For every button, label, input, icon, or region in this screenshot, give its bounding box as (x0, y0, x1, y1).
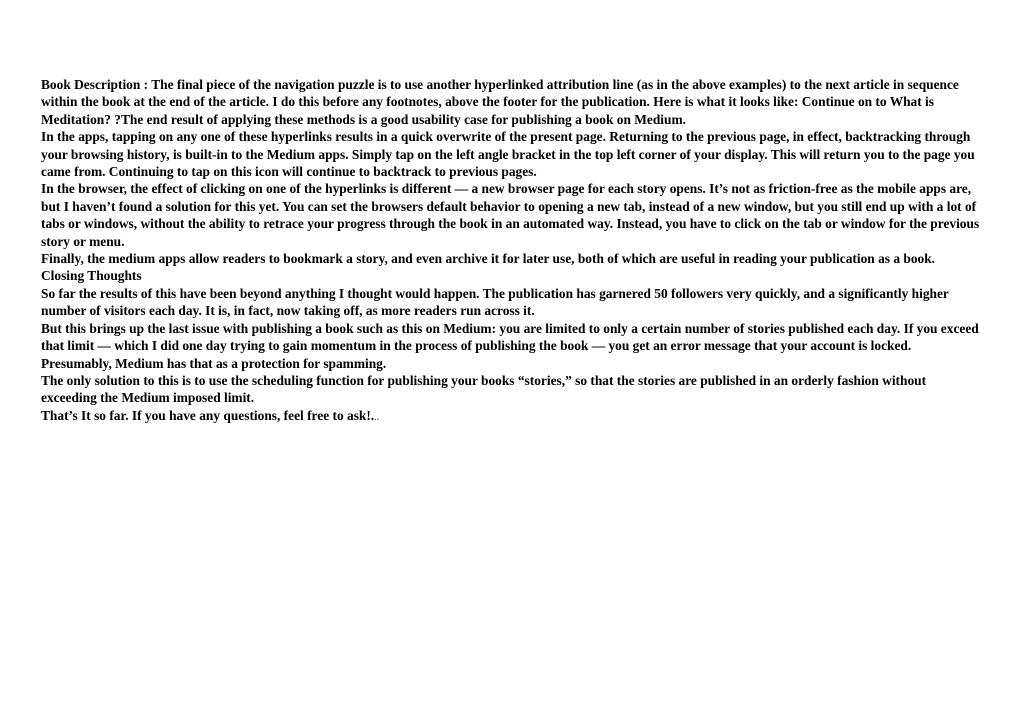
paragraph-apps-navigation: In the apps, tapping on any one of these hyperlinks results in a quick overwrite of the present page. Returning to the previous page, in effect, backtracking through your browsing history, is built-in to the Medium apps. Simply tap on the left angle bracket in the top left corner of your display. This will return you to the page you came from. Continuing to tap on this icon will continue to backtrack to previous pages. (41, 129, 975, 180)
paragraph-publishing-limit: But this brings up the last issue with publishing a book such as this on Medium: you are limited to only a certain number of stories published each day. If you exceed that limit — which I did one day trying to gain momentum in the process of publishing the book — you get an error message that your account is locked. Presumably, Medium has that as a protection for spamming. (41, 320, 979, 371)
closing-trail: .. (374, 411, 380, 423)
paragraph-results: So far the results of this have been beyond anything I thought would happen. The publication has garnered 50 followers very quickly, and a significantly higher number of visitors each day. It is, in fact, now taking off, as more readers run across it. (41, 285, 949, 319)
section-heading-closing-thoughts: Closing Thoughts (41, 268, 142, 284)
paragraph-bookmarks: Finally, the medium apps allow readers to bookmark a story, and even archive it for later use, both of which are useful in reading your publication as a book. (41, 251, 936, 267)
document-body (41, 76, 981, 426)
paragraph-book-description: Book Description : The final piece of the navigation puzzle is to use another hyperlinked attribution line (as in the above examples) to the next article in sequence within the book at the end of the article. I do this before any footnotes, above the footer for the publication. Here is what it looks like: Continue on to What is Meditation? ?The end result of applying these methods is a good usability case for publishing a book on Medium. (41, 77, 959, 127)
paragraph-browser-navigation: In the browser, the effect of clicking on one of the hyperlinks is different — a new browser page for each story opens. It’s not as friction-free as the mobile apps are, but I haven’t found a solution for this yet. You can set the browsers default behavior to opening a new tab, instead of a new window, but you still end up with a lot of tabs or windows, without the ability to retrace your progress through the book in an automated way. Instead, you have to click on the tab or window for the previous story or menu. (41, 181, 980, 249)
closing-line: That’s It so far. If you have any questions, feel free to ask!. (41, 407, 375, 423)
paragraph-closing (41, 407, 981, 426)
paragraph-scheduling: The only solution to this is to use the scheduling function for publishing your books “stories,” so that the stories are published in an orderly fashion without exceeding the Medium imposed limit. (41, 372, 927, 406)
